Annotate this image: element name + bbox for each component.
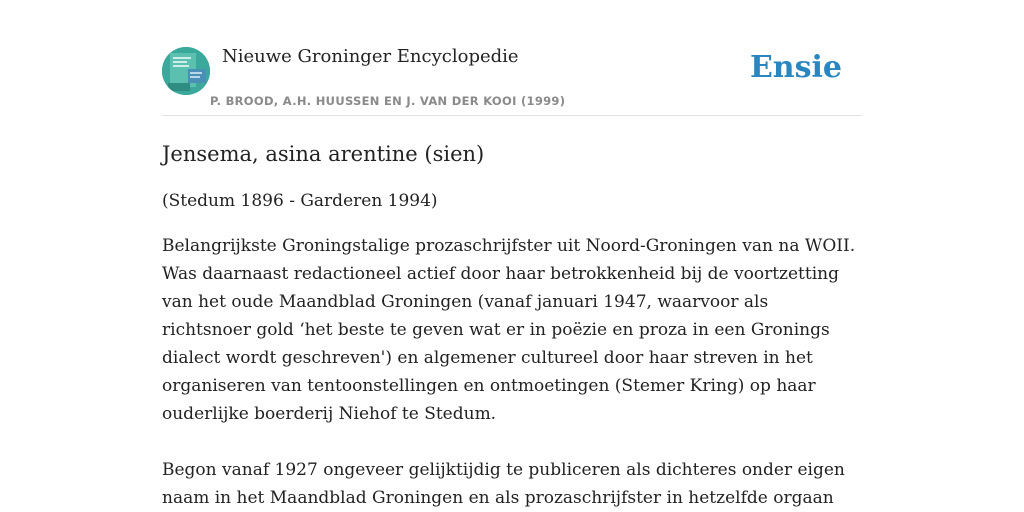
book-cover-graphic <box>162 47 210 95</box>
ensie-logo[interactable]: Ensie <box>749 50 842 85</box>
article-paragraph: Begon vanaf 1927 ongeveer gelijktijdig te publiceren als dichteres onder eigen naam in het Maandblad Groningen en als prozaschrijfster in hetzelfde orgaan <box>162 460 845 508</box>
publication-title[interactable]: Nieuwe Groninger Encyclopedie <box>222 46 519 67</box>
article-title: Jensema, asina arentine (sien) <box>162 142 485 166</box>
publication-authors: P. BROOD, A.H. HUUSSEN EN J. VAN DER KOOI (1999) <box>210 94 566 108</box>
book-cover-icon[interactable] <box>162 47 210 95</box>
article-lifespan: (Stedum 1896 - Garderen 1994) <box>162 191 438 211</box>
article <box>162 138 862 512</box>
article-paragraph: Belangrijkste Groningstalige prozaschrijfster uit Noord-Groningen van na WOII. Was daarnaast redactioneel actief door haar betrokkenheid bij de voortzetting van het oude Maandblad Groningen (vanaf januari 1947, waarvoor als richtsnoer gold ‘het beste te geven wat er in poëzie en proza in een Gronings dialect wordt geschreven') en algemener cultureel door haar streven in het organiseren van tentoonstellingen en ontmoetingen (Stemer Kring) op haar ouderlijke boerderij Niehof te Stedum. <box>162 236 856 424</box>
site-header <box>162 40 862 116</box>
